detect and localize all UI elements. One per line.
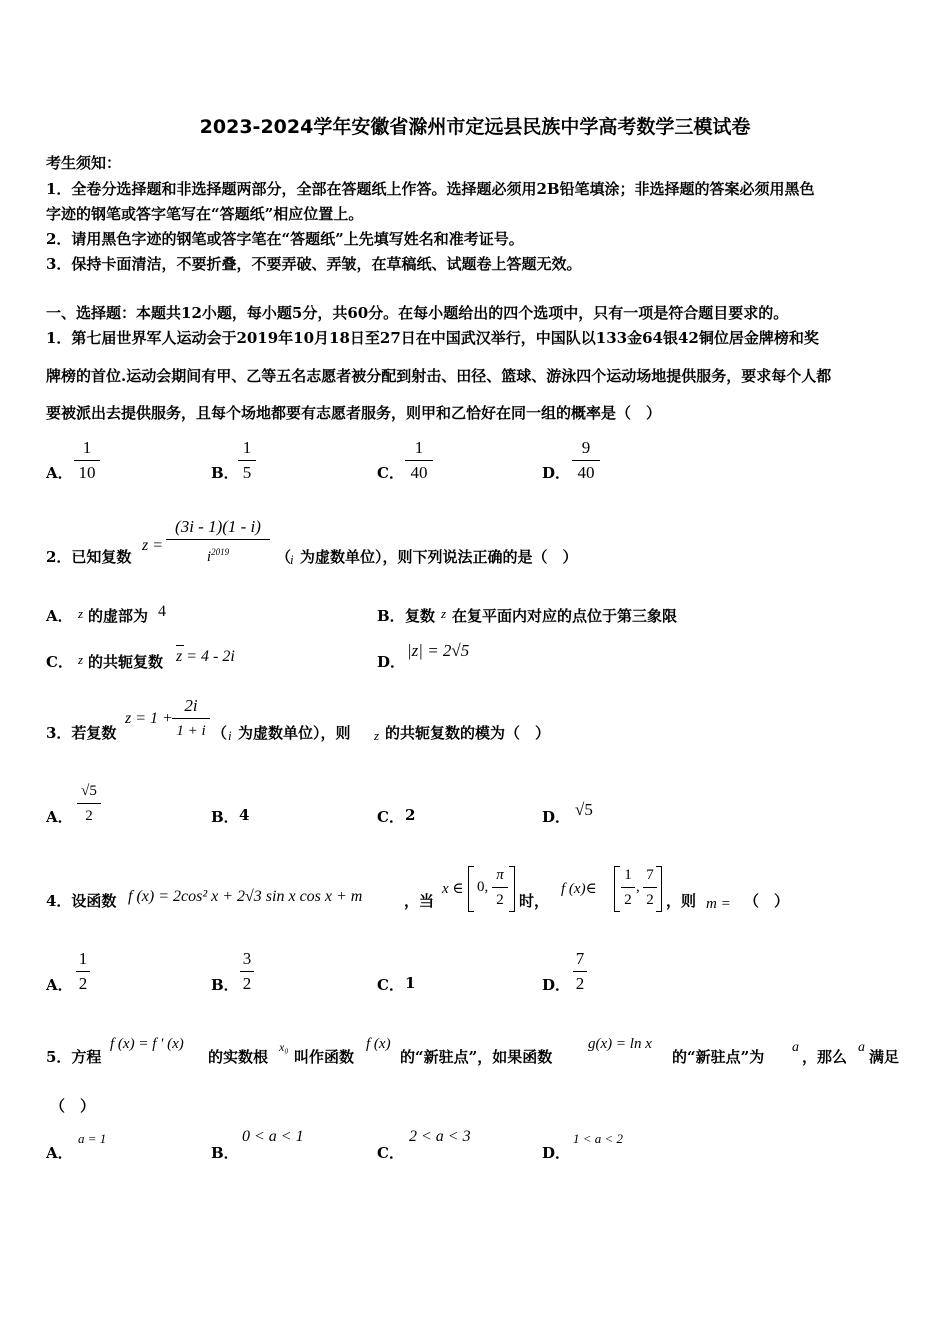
q5-option-b-label: B． [211,1144,239,1162]
q4-range-right-bracket [656,866,662,912]
q4-interval-start: 0, [477,879,489,895]
q4-shi: 时， [519,892,550,910]
q2-suffix: 为虚数单位），则下列说法正确的是（ ） [300,548,578,566]
q1-line-3: 要被派出去提供服务，且每个场地都要有志愿者服务，则甲和乙恰好在同一组的概率是（ ） [46,404,662,422]
q4-m-eq: m = [706,896,731,912]
q4-interval-right-bracket [509,866,515,912]
q1-option-b-fraction: 1 5 [238,438,256,483]
q5-gx: g(x) = ln x [588,1036,652,1052]
q2-i-symbol: i [290,552,294,567]
q3-option-c-label: C． [377,808,404,826]
q2-conjugate-bar [176,645,184,646]
q1-option-b-label: B． [211,464,239,482]
q4-function: f (x) = 2cos² x + 2√3 sin x cos x + m [128,888,363,905]
notice-line-1b: 字迹的钢笔或答字笔写在“答题纸”相应位置上。 [46,205,364,223]
q2-option-a-text: 的虚部为 [88,607,149,625]
q2-option-d-expression: |z| = 2√5 [407,641,470,660]
q4-interval-left-bracket [468,866,474,912]
q4-x-in: x ∈ [442,881,464,897]
q1-line-2: 牌榜的首位.运动会期间有甲、乙等五名志愿者被分配到射击、田径、篮球、游泳四个运动场地提供服务，要求每个人都 [46,367,832,385]
q4-option-a-fraction: 1 2 [76,949,90,994]
q3-mid: 为虚数单位），则 [238,724,351,742]
q1-option-a-fraction: 1 10 [74,438,100,483]
q2-option-a-label: A． [46,607,73,625]
q4-fx-in: f (x)∈ [561,881,597,897]
q5-fx: f (x) [366,1036,391,1052]
q4-prefix: 4．设函数 [46,892,117,910]
q5-option-d-label: D． [542,1144,571,1162]
q5-option-b-value: 0 < a < 1 [242,1128,304,1145]
q2-option-b-z: z [441,606,447,621]
q5-option-a-label: A． [46,1144,73,1162]
q2-fraction: (3i - 1)(1 - i) $i^{2019}$ [166,517,270,567]
q3-z-eq: z = 1 + [125,710,173,727]
q2-paren: （ [276,548,292,566]
q2-option-d-label: D． [377,653,406,671]
q3-option-c-value: 2 [405,806,416,824]
q1-option-d-label: D． [542,464,571,482]
q1-option-a-label: A． [46,464,73,482]
q3-option-a-label: A． [46,808,73,826]
q3-option-d-label: D． [542,808,571,826]
notice-line-1: 1．全卷分选择题和非选择题两部分，全部在答题纸上作答。选择题必须用2B铅笔填涂；非选择题的答案必须用黑色 [46,180,815,198]
q5-a-1: a [792,1040,799,1055]
page-title: 2023-2024学年安徽省滁州市定远县民族中学高考数学三模试卷 [199,116,751,138]
q5-text-3: 的“新驻点”，如果函数 [400,1048,553,1066]
q3-option-a-fraction: √5 2 [77,781,101,826]
q3-prefix: 3．若复数 [46,724,117,742]
notice-line-2: 2．请用黑色字迹的钢笔或答字笔在“答题纸”上先填写姓名和准考证号。 [46,230,524,248]
q2-option-a-z: z [78,606,84,621]
q4-range-left-bracket [614,866,620,912]
q2-option-b-text-1: 复数 [405,607,436,625]
q5-x0: x₀ [279,1040,289,1054]
q3-option-d-value: √5 [575,800,593,819]
q5-blank: （ ） [50,1097,96,1115]
q2-option-c-label: C． [46,653,73,671]
q4-option-b-label: B． [211,976,239,994]
notice-line-3: 3．保持卡面清洁，不要折叠，不要弄破、弄皱，在草稿纸、试题卷上答题无效。 [46,255,582,273]
q3-suffix: 的共轭复数的模为（ ） [385,724,551,742]
q2-option-c-expression: z = 4 - 2i [176,648,235,665]
q4-option-d-fraction: 7 2 [573,949,587,994]
q4-option-d-label: D． [542,976,571,994]
q4-when: ，当 [404,892,435,910]
q5-text-6: 满足 [869,1048,900,1066]
q5-option-c-label: C． [377,1144,404,1162]
q5-text-5: ，那么 [802,1048,848,1066]
q5-a-2: a [858,1040,865,1055]
q5-equation: f (x) = f ′ (x) [110,1036,184,1052]
q2-option-c-text: 的共轭复数 [88,653,164,671]
q4-pi-over-2: π 2 [492,865,508,910]
q2-option-b-label: B． [377,607,405,625]
q1-option-c-fraction: 1 40 [405,438,433,483]
q4-option-c-label: C． [377,976,404,994]
q5-text-4: 的“新驻点”为 [672,1048,765,1066]
q5-option-a-value: a = 1 [78,1131,107,1146]
q2-prefix: 2．已知复数 [46,548,132,566]
q5-option-c-value: 2 < a < 3 [409,1128,471,1145]
section-heading: 一、选择题：本题共12小题，每小题5分，共60分。在每小题给出的四个选项中，只有一项是符合题目要求的。 [46,304,789,322]
q4-option-b-fraction: 3 2 [240,949,254,994]
q4-option-c-value: 1 [405,974,416,992]
q4-range-start: 1 2 [621,865,635,910]
q5-prefix: 5．方程 [46,1048,102,1066]
q4-ze: ，则 [666,892,697,910]
q4-range-comma: , [636,879,640,895]
q4-blank: （ ） [744,892,790,910]
q5-option-d-value: 1 < a < 2 [573,1131,624,1146]
q3-option-b-value: 4 [239,806,250,824]
q5-text-2: 叫作函数 [294,1048,355,1066]
q5-text-1: 的实数根 [208,1048,269,1066]
q3-fraction: 2i 1 + i [172,696,210,741]
q2-option-c-z: z [78,652,84,667]
q2-z-eq: z = [142,537,164,554]
q1-option-c-label: C． [377,464,404,482]
q3-i-symbol: i [228,728,232,743]
q1-line-1: 1．第七届世界军人运动会于2019年10月18日至27日在中国武汉举行，中国队以133金64银42铜位居金牌榜和奖 [46,329,819,347]
notice-heading: 考生须知： [46,154,122,172]
q4-option-a-label: A． [46,976,73,994]
q4-range-end: 7 2 [643,865,657,910]
q3-z-symbol: z [374,728,380,743]
q1-option-d-fraction: 9 40 [572,438,600,483]
q3-paren: （ [212,724,228,742]
q3-option-b-label: B． [211,808,239,826]
q2-option-b-text-2: 在复平面内对应的点位于第三象限 [452,607,678,625]
q2-option-a-value: 4 [158,603,166,620]
